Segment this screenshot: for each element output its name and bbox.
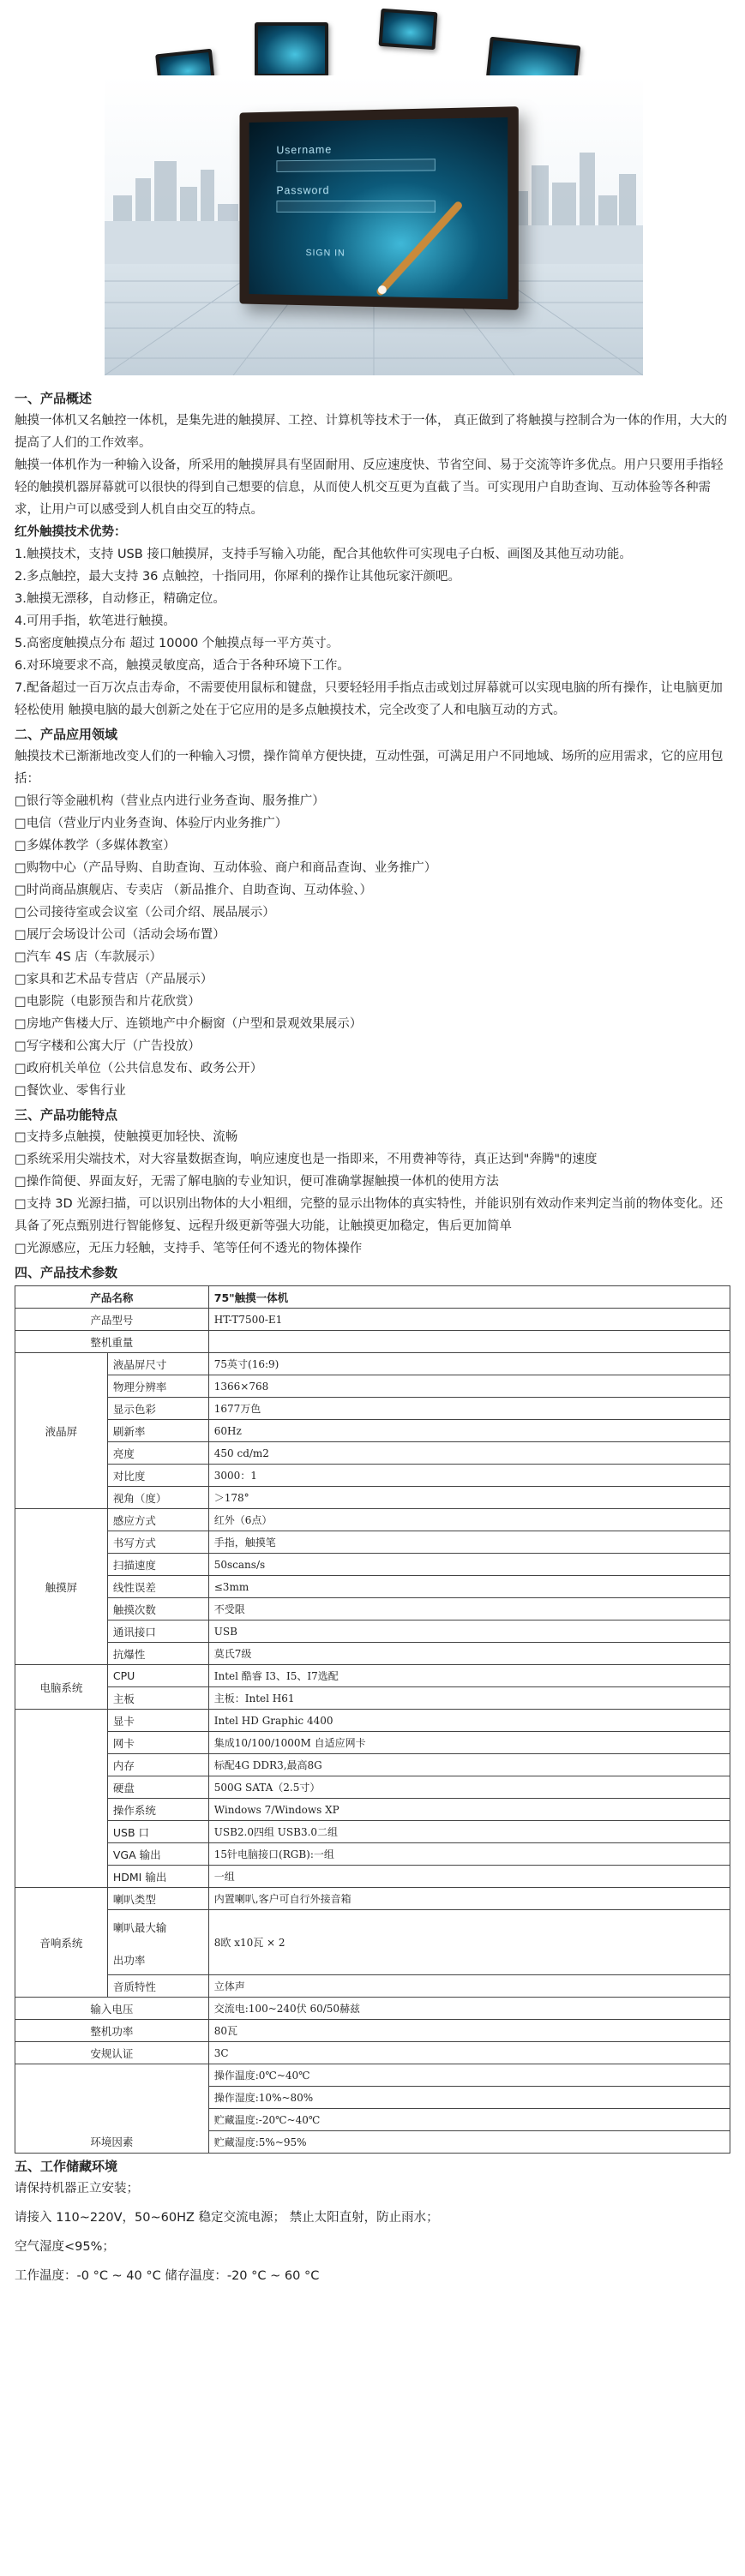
- spec-value: 60Hz: [208, 1420, 730, 1442]
- table-row: [15, 1866, 730, 1888]
- spec-value: USB2.0四组 USB3.0二组: [208, 1821, 730, 1843]
- table-row: [15, 1509, 730, 1531]
- section-title-overview: 一、产品概述: [15, 391, 93, 406]
- spec-value: 贮藏湿度:5%~95%: [208, 2131, 730, 2154]
- table-row: [15, 1375, 730, 1398]
- environment-item: 空气湿度<95%；: [15, 2240, 115, 2254]
- spec-label: 线性误差: [107, 1576, 208, 1598]
- spec-value: 15针电脑接口(RGB):一组: [208, 1843, 730, 1866]
- spec-label: 物理分辨率: [107, 1375, 208, 1398]
- table-row: [15, 1465, 730, 1487]
- spec-group-empty: [15, 1710, 108, 1888]
- spec-value: 莫氏7级: [208, 1643, 730, 1665]
- table-row: [15, 1487, 730, 1509]
- table-row: [15, 1353, 730, 1375]
- section-title-specs: 四、产品技术参数: [15, 1265, 118, 1280]
- feature-item: □系统采用尖端技术，对大容量数据查询，响应速度也是一指即来，不用费神等待，真正达到"奔腾"的速度: [15, 1153, 598, 1166]
- spec-label: USB 口: [107, 1821, 208, 1843]
- feature-item: □光源感应，无压力轻触，支持手、笔等任何不透光的物体操作: [15, 1242, 363, 1255]
- application-item: □购物中心（产品导购、自助查询、互动体验、商户和商品查询、业务推广）: [15, 861, 437, 875]
- spec-label: 刷新率: [107, 1420, 208, 1442]
- advantage-item: 6.对环境要求不高，触摸灵敏度高，适合于各种环境下工作。: [15, 659, 350, 673]
- applications-intro: 触摸技术已渐渐地改变人们的一种输入习惯，操作简单方便快捷，互动性强，可满足用户不同地域、场所的应用需求，它的应用包括：: [15, 750, 724, 786]
- advantage-item: 7.配备超过一百万次点击寿命，不需要使用鼠标和键盘，只要轻轻用手指点击或划过屏幕就可以实现电脑的所有操作，让电脑更加轻松使用 触摸电脑的最大创新之处在于它应用的是多点触摸技术，完全改变了人和电脑互动的方式。: [15, 681, 723, 717]
- table-row: [15, 1687, 730, 1710]
- environment-item: 请保持机器正立安装；: [15, 2182, 139, 2196]
- application-item: □电影院（电影预告和片花欣赏）: [15, 995, 201, 1009]
- spec-value: 主板：Intel H61: [208, 1687, 730, 1710]
- spec-value: 50scans/s: [208, 1554, 730, 1576]
- spec-label-multiline: [107, 1910, 208, 1975]
- table-row: [15, 1776, 730, 1799]
- spec-label: 产品型号: [15, 1309, 209, 1331]
- table-row: [15, 1888, 730, 1910]
- spec-value: 75"触摸一体机: [208, 1286, 730, 1309]
- table-row: [15, 1398, 730, 1420]
- hero-image: [0, 0, 745, 386]
- table-row: [15, 1910, 730, 1975]
- advantage-item: 3.触摸无漂移，自动修正，精确定位。: [15, 592, 225, 606]
- table-row: [15, 2020, 730, 2042]
- feature-item: □支持多点触摸，使触摸更加轻快、流畅: [15, 1130, 238, 1144]
- table-row: [15, 1598, 730, 1620]
- spec-label: 亮度: [107, 1442, 208, 1465]
- table-row: [15, 1420, 730, 1442]
- spec-label: 对比度: [107, 1465, 208, 1487]
- section-title-features: 三、产品功能特点: [15, 1107, 118, 1123]
- spec-value: 80瓦: [208, 2020, 730, 2042]
- environment-item: 请接入 110~220V，50~60HZ 稳定交流电源； 禁止太阳直射，防止雨水；: [15, 2211, 439, 2225]
- table-row: [15, 1975, 730, 1998]
- spec-label: 显卡: [107, 1710, 208, 1732]
- table-row: [15, 1531, 730, 1554]
- advantage-item: 4.可用手指，软笔进行触摸。: [15, 614, 176, 628]
- table-row: [15, 2042, 730, 2064]
- application-item: □多媒体教学（多媒体教室）: [15, 839, 176, 853]
- table-row: [15, 1331, 730, 1353]
- spec-value: 操作湿度:10%~80%: [208, 2087, 730, 2109]
- spec-group-label: 电脑系统: [15, 1665, 108, 1710]
- username-label: Username: [276, 142, 333, 157]
- application-item: □展厅会场设计公司（活动会场布置）: [15, 928, 225, 942]
- spec-label: 整机功率: [15, 2020, 209, 2042]
- spec-value: ＞178°: [208, 1487, 730, 1509]
- spec-label: 整机重量: [15, 1331, 209, 1353]
- application-item: □写字楼和公寓大厅（广告投放）: [15, 1039, 201, 1053]
- spec-group-label: 音响系统: [15, 1888, 108, 1998]
- spec-label: CPU: [107, 1665, 208, 1687]
- spec-value: 手指，触摸笔: [208, 1531, 730, 1554]
- pen-icon: [372, 197, 476, 299]
- spec-label: 操作系统: [107, 1799, 208, 1821]
- table-row: [15, 1732, 730, 1754]
- advantages-title: 红外触摸技术优势：: [15, 525, 127, 539]
- floating-screen-3: [379, 9, 438, 50]
- spec-value: 3C: [208, 2042, 730, 2064]
- spec-value: Intel HD Graphic 4400: [208, 1710, 730, 1732]
- password-label: Password: [276, 183, 330, 197]
- spec-label: 输入电压: [15, 1998, 209, 2020]
- spec-value: [208, 1331, 730, 1353]
- table-row: [15, 1665, 730, 1687]
- table-row: [15, 1843, 730, 1866]
- spec-value: USB: [208, 1620, 730, 1643]
- spec-value: 标配4G DDR3,最高8G: [208, 1754, 730, 1776]
- table-row: [15, 1799, 730, 1821]
- spec-label: 书写方式: [107, 1531, 208, 1554]
- spec-label: 视角（度）: [107, 1487, 208, 1509]
- spec-value: Windows 7/Windows XP: [208, 1799, 730, 1821]
- table-row: [15, 1620, 730, 1643]
- spec-value: 集成10/100/1000M 自适应网卡: [208, 1732, 730, 1754]
- section-title-environment: 五、工作储藏环境: [15, 2159, 118, 2174]
- advantage-item: 5.高密度触摸点分布 超过 10000 个触摸点每一平方英寸。: [15, 637, 339, 650]
- table-row: [15, 1576, 730, 1598]
- section-title-applications: 二、产品应用领域: [15, 727, 118, 742]
- spec-value: 内置喇叭,客户可自行外接音箱: [208, 1888, 730, 1910]
- feature-item: □支持 3D 光源扫描，可以识别出物体的大小粗细，完整的显示出物体的真实特性，并能识别有效动作来判定当前的物体变化。还具备了死点甄别进行智能修复、远程升级更新等强大功能，让触摸更加稳定，售后更加简单: [15, 1197, 724, 1233]
- table-row: [15, 1309, 730, 1331]
- spec-value: HT-T7500-E1: [208, 1309, 730, 1331]
- spec-value: 450 cd/m2: [208, 1442, 730, 1465]
- application-item: □汽车 4S 店（车款展示）: [15, 950, 162, 964]
- spec-label: 喇叭类型: [107, 1888, 208, 1910]
- spec-label: 扫描速度: [107, 1554, 208, 1576]
- spec-value: 操作温度:0℃~40℃: [208, 2064, 730, 2087]
- advantage-item: 1.触摸技术，支持 USB 接口触摸屏，支持手写输入功能，配合其他软件可实现电子白板、画图及其他互动功能。: [15, 548, 632, 561]
- application-item: □餐饮业、零售行业: [15, 1084, 126, 1098]
- spec-label: 硬盘: [107, 1776, 208, 1799]
- table-row: [15, 1754, 730, 1776]
- table-row: [15, 1710, 730, 1732]
- spec-value: ≤3mm: [208, 1576, 730, 1598]
- application-item: □电信（营业厅内业务查询、体验厅内业务推广）: [15, 817, 288, 830]
- spec-value: 红外（6点）: [208, 1509, 730, 1531]
- spec-value: 1366×768: [208, 1375, 730, 1398]
- application-item: □银行等金融机构（营业点内进行业务查询、服务推广）: [15, 794, 325, 808]
- spec-label: 内存: [107, 1754, 208, 1776]
- spec-label: 主板: [107, 1687, 208, 1710]
- spec-value: 1677万色: [208, 1398, 730, 1420]
- spec-label: 触摸次数: [107, 1598, 208, 1620]
- spec-label-line-1: 喇叭最大输: [112, 1921, 167, 1934]
- spec-label: HDMI 输出: [107, 1866, 208, 1888]
- table-row: [15, 2064, 730, 2087]
- spec-value: 贮藏温度:-20℃~40℃: [208, 2109, 730, 2131]
- spec-value: 交流电:100~240伏 60/50赫兹: [208, 1998, 730, 2020]
- feature-item: □操作简便、界面友好，无需了解电脑的专业知识，便可准确掌握触摸一体机的使用方法: [15, 1175, 499, 1189]
- environment-item: 工作温度：-0 °C ~ 40 °C 储存温度：-20 °C ~ 60 °C: [15, 2269, 320, 2283]
- table-row: [15, 1286, 730, 1309]
- spec-label: 网卡: [107, 1732, 208, 1754]
- spec-label: VGA 输出: [107, 1843, 208, 1866]
- spec-value: Intel 酷睿 I3、I5、I7选配: [208, 1665, 730, 1687]
- signin-label: SIGN IN: [305, 248, 345, 259]
- spec-value: 不受限: [208, 1598, 730, 1620]
- spec-label: 显示色彩: [107, 1398, 208, 1420]
- spec-label: 抗爆性: [107, 1643, 208, 1665]
- overview-para-1: 触摸一体机又名触控一体机，是集先进的触摸屏、工控、计算机等技术于一体， 真正做到了将触摸与控制合为一体的作用，大大的提高了人们的工作效率。: [15, 414, 728, 450]
- spec-value: 500G SATA（2.5寸）: [208, 1776, 730, 1799]
- touch-screen-display: [240, 106, 519, 310]
- spec-label: 感应方式: [107, 1509, 208, 1531]
- spec-value: 立体声: [208, 1975, 730, 1998]
- spec-value: 3000：1: [208, 1465, 730, 1487]
- table-row: [15, 1643, 730, 1665]
- application-item: □公司接待室或会议室（公司介绍、展品展示）: [15, 906, 275, 920]
- spec-group-label: 环境因素: [15, 2064, 209, 2154]
- spec-label-line-2: 出功率: [112, 1954, 146, 1967]
- spec-table: [15, 1285, 730, 2154]
- table-row: [15, 1998, 730, 2020]
- spec-label: 通讯接口: [107, 1620, 208, 1643]
- spec-value: 8欧 x10瓦 × 2: [208, 1910, 730, 1975]
- spec-group-label: 触摸屏: [15, 1509, 108, 1665]
- spec-label: 产品名称: [15, 1286, 209, 1309]
- hero-scene: [105, 75, 643, 375]
- application-item: □房地产售楼大厅、连锁地产中介橱窗（户型和景观效果展示）: [15, 1017, 363, 1031]
- table-row: [15, 1821, 730, 1843]
- username-box: [276, 159, 435, 172]
- spec-group-label: 液晶屏: [15, 1353, 108, 1509]
- spec-label: 安规认证: [15, 2042, 209, 2064]
- table-row: [15, 1554, 730, 1576]
- table-row: [15, 1442, 730, 1465]
- spec-label: 音质特性: [107, 1975, 208, 1998]
- spec-label: 液晶屏尺寸: [107, 1353, 208, 1375]
- spec-value: 75英寸(16:9): [208, 1353, 730, 1375]
- application-item: □政府机关单位（公共信息发布、政务公开）: [15, 1062, 263, 1075]
- application-item: □家具和艺术品专营店（产品展示）: [15, 973, 213, 986]
- spec-value: 一组: [208, 1866, 730, 1888]
- application-item: □时尚商品旗舰店、专卖店 （新品推介、自助查询、互动体验、）: [15, 884, 373, 897]
- overview-para-2: 触摸一体机作为一种输入设备，所采用的触摸屏具有坚固耐用、反应速度快、节省空间、易于交流等许多优点。用户只要用手指轻轻的触摸机器屏幕就可以很快的得到自己想要的信息，从而使人机交互更为直截了当。可实现用户自助查询、互动体验等各种需求，让用户可以感受到人机自由交互的特点。: [15, 458, 724, 517]
- floating-screen-2: [255, 22, 328, 77]
- advantage-item: 2.多点触控，最大支持 36 点触控，十指同用，你犀利的操作让其他玩家汗颜吧。: [15, 570, 461, 584]
